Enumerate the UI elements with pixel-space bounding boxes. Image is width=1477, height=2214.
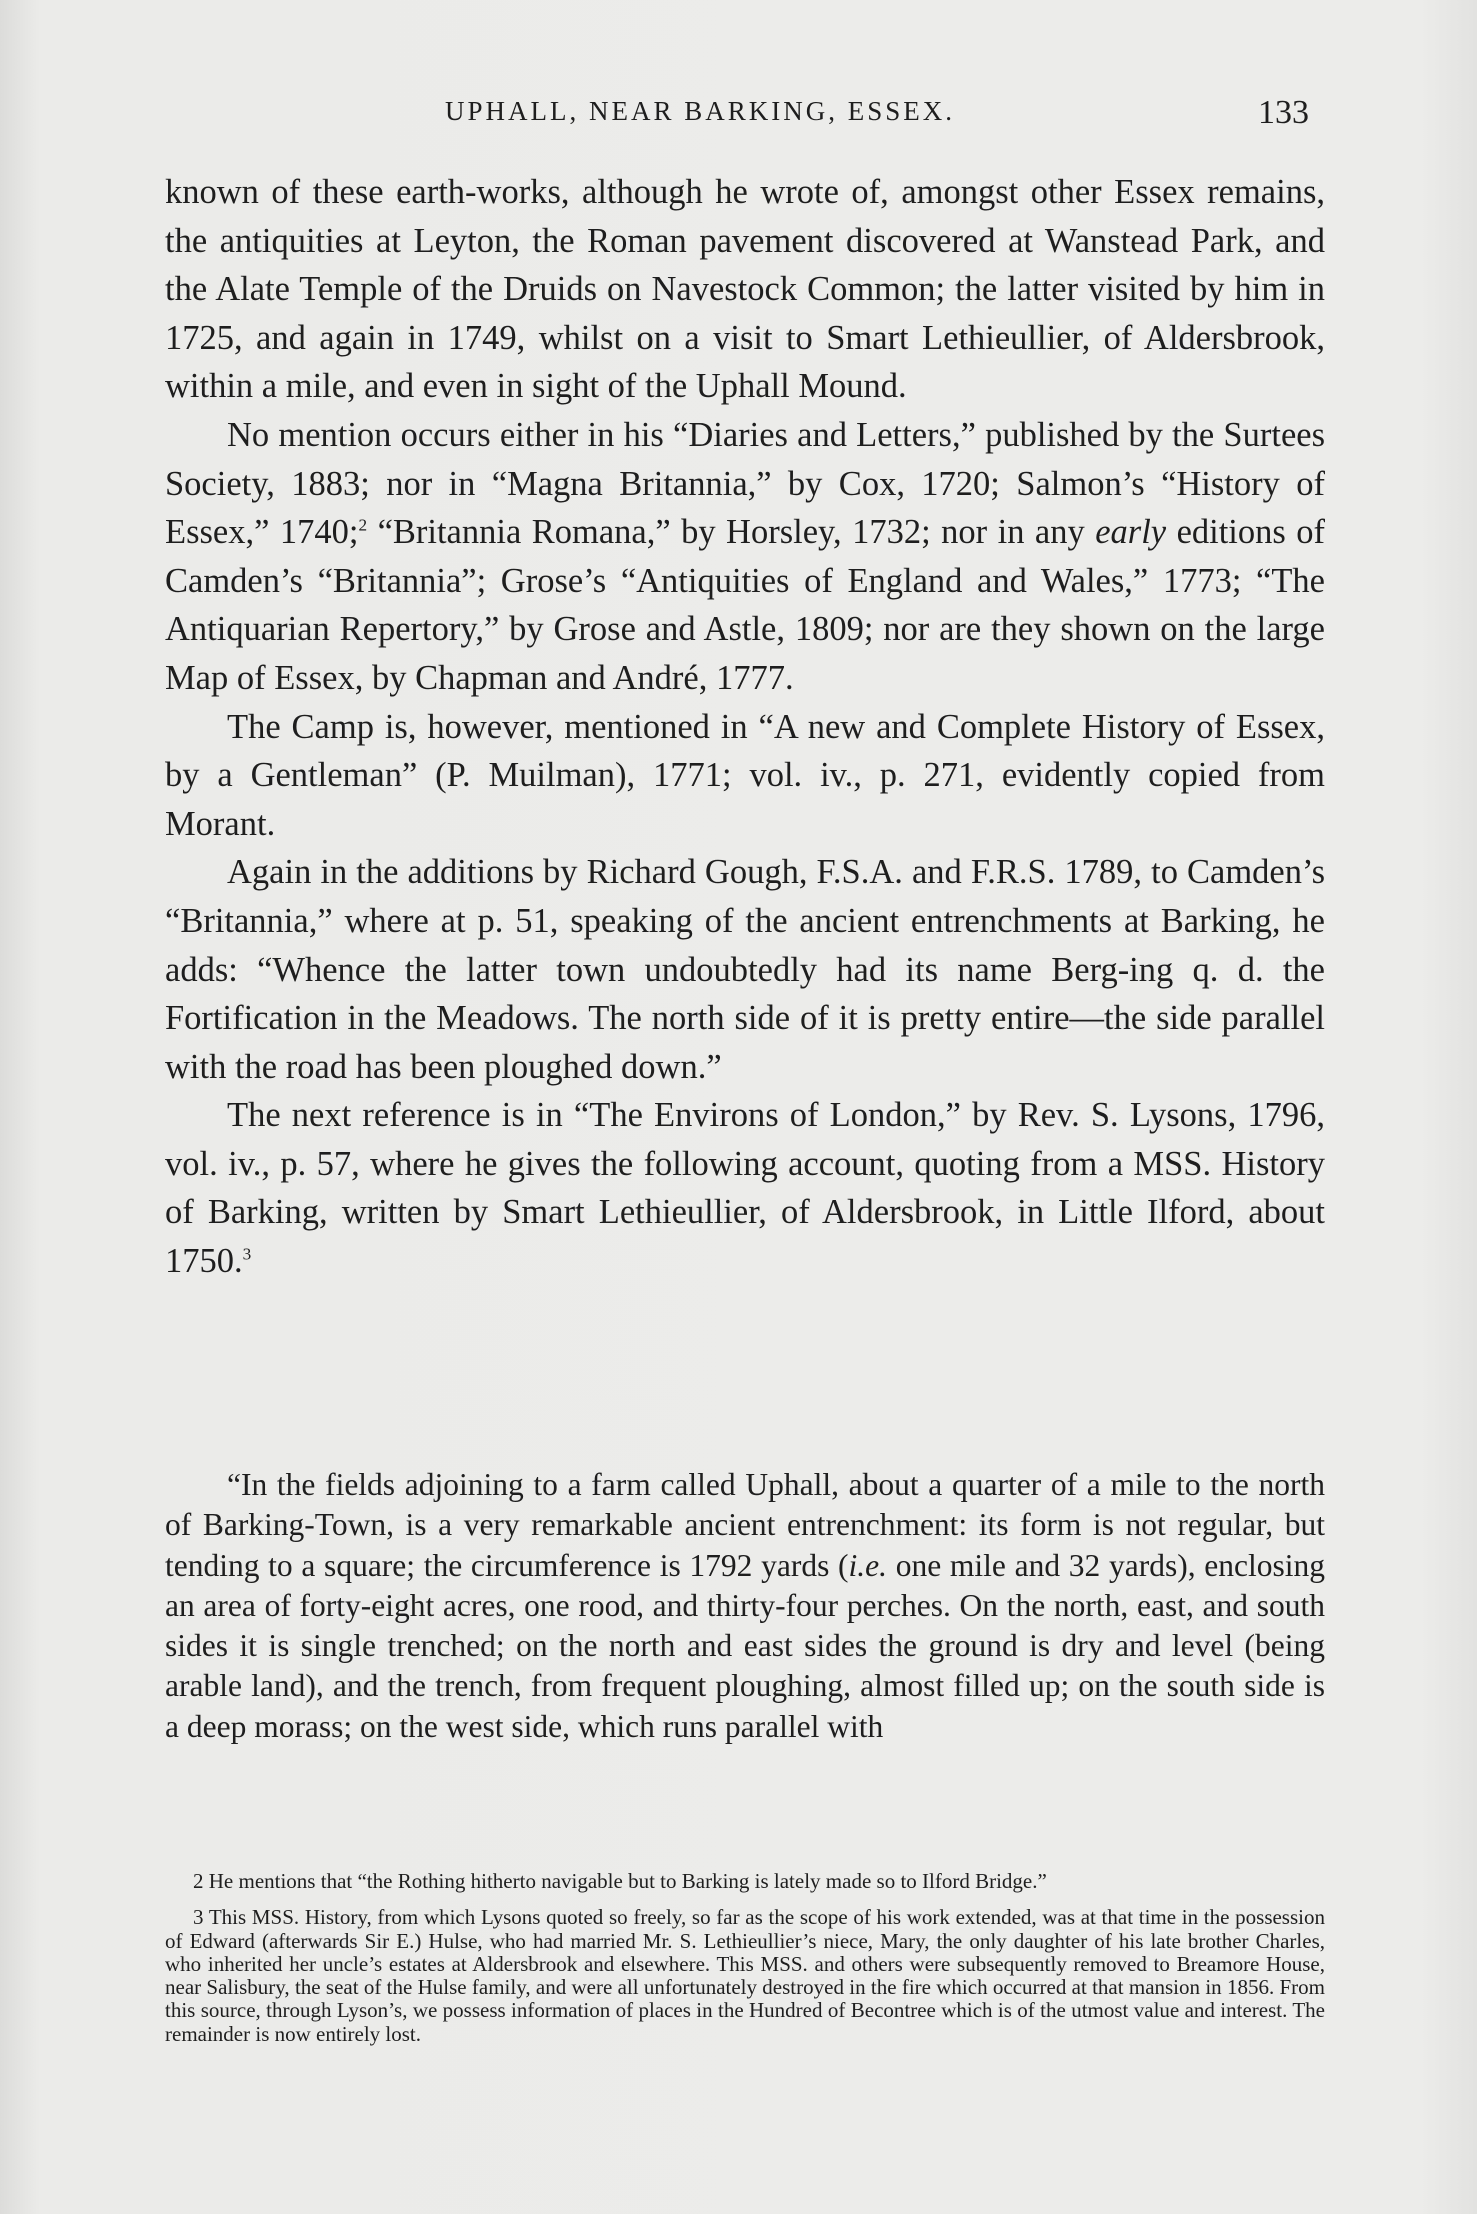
quote-text: “In the fields adjoining to a farm called Uphall, about a quarter of a mile to the north of Barking-Town, is a very remarkable ancient entrenchment: its form is not regular, but tending to a square; the circumference is 1792 yards (: [165, 1467, 1325, 1583]
footnote-3: 3 This MSS. History, from which Lysons quoted so freely, so far as the scope of his work extended, was at that time in the possession of Edward (afterwards Sir E.) Hulse, who had married Mr. S. Lethieullier’s niece, Mary, the only daughter of his late brother Charles, who inherited her uncle’s estates at Aldersbrook and elsewhere. This MSS. and others were subsequently removed to Breamore House, near Salisbury, the seat of the Hulse family, and were all unfortunately destroyed in the fire which occurred at that mansion in 1856. From this source, through Lyson’s, we possess information of places in the Hundred of Becontree which is of the utmost value and interest. The remainder is now entirely lost.: [165, 1905, 1325, 2046]
emphasis-text: early: [1095, 513, 1167, 552]
running-head: [0, 96, 1477, 136]
footnote-ref-3: 3: [242, 1244, 252, 1264]
page-number: 133: [1258, 94, 1309, 131]
emphasis-text: i.e.: [848, 1547, 888, 1583]
paragraph-no-mention: [165, 411, 1325, 703]
block-quote: [165, 1465, 1325, 1747]
paragraph-camp: The Camp is, however, mentioned in “A new and Complete History of Essex, by a Gentleman” (P. Muilman), 1771; vol. iv., p. 271, evidently copied from Morant.: [165, 707, 1325, 843]
paragraph-text: “Britannia Romana,” by Horsley, 1732; nor in any: [367, 513, 1096, 552]
footnote-2: 2 He mentions that “the Rothing hitherto navigable but to Barking is lately made so to Ilford Bridge.”: [193, 1869, 1047, 1893]
body-text: [165, 168, 1325, 1286]
running-title: UPHALL, NEAR BARKING, ESSEX.: [445, 96, 956, 126]
paragraph-gough: Again in the additions by Richard Gough, F.S.A. and F.R.S. 1789, to Camden’s “Britannia,” where at p. 51, speaking of the ancient entrenchments at Barking, he adds: “Whence the latter town undoubtedly had its name Berg-ing q. d. the Fortification in the Meadows. The north side of it is pretty entire—the side parallel with the road has been ploughed down.”: [165, 853, 1325, 1086]
footnote-ref-2: 2: [358, 515, 368, 535]
quote-text: one mile and 32 yards), enclosing an area of forty-eight acres, one rood, and thirty-four perches. On the north, east, and south sides it is single trenched; on the north and east sides the ground is dry and level (being arable land), and the trench, from frequent ploughing, almost filled up; on the south side is a deep morass; on the west side, which runs parallel with: [165, 1547, 1325, 1744]
footnotes: [165, 1870, 1325, 2059]
quote-paragraph: [165, 1465, 1325, 1747]
paragraph-text: No mention occurs either in his “Diaries and Letters,” published by the Surtees Society, 1883; nor in “Magna Britannia,” by Cox, 1720; Salmon’s “History of Essex,” 1740;: [165, 415, 1325, 552]
paragraph-continued: known of these earth-works, although he wrote of, amongst other Essex remains, the antiquities at Leyton, the Roman pavement discovered at Wanstead Park, and the Alate Temple of the Druids on Navestock Common; the latter visited by him in 1725, and again in 1749, whilst on a visit to Smart Lethieullier, of Aldersbrook, within a mile, and even in sight of the Uphall Mound.: [165, 173, 1325, 406]
paragraph-text: editions of Camden’s “Britannia”; Grose’s “Antiquities of England and Wales,” 1773; “The Antiquarian Repertory,” by Grose and Astle, 1809; nor are they shown on the large Map of Essex, by Chapman and André, 1777.: [165, 513, 1326, 697]
paragraph-text: The next reference is in “The Environs of London,” by Rev. S. Lysons, 1796, vol. iv., p. 57, where he gives the following account, quoting from a MSS. History of Barking, written by Smart Lethieullier, of Aldersbrook, in Little Ilford, about 1750.: [165, 1096, 1325, 1281]
paragraph-lysons: [165, 1091, 1325, 1285]
